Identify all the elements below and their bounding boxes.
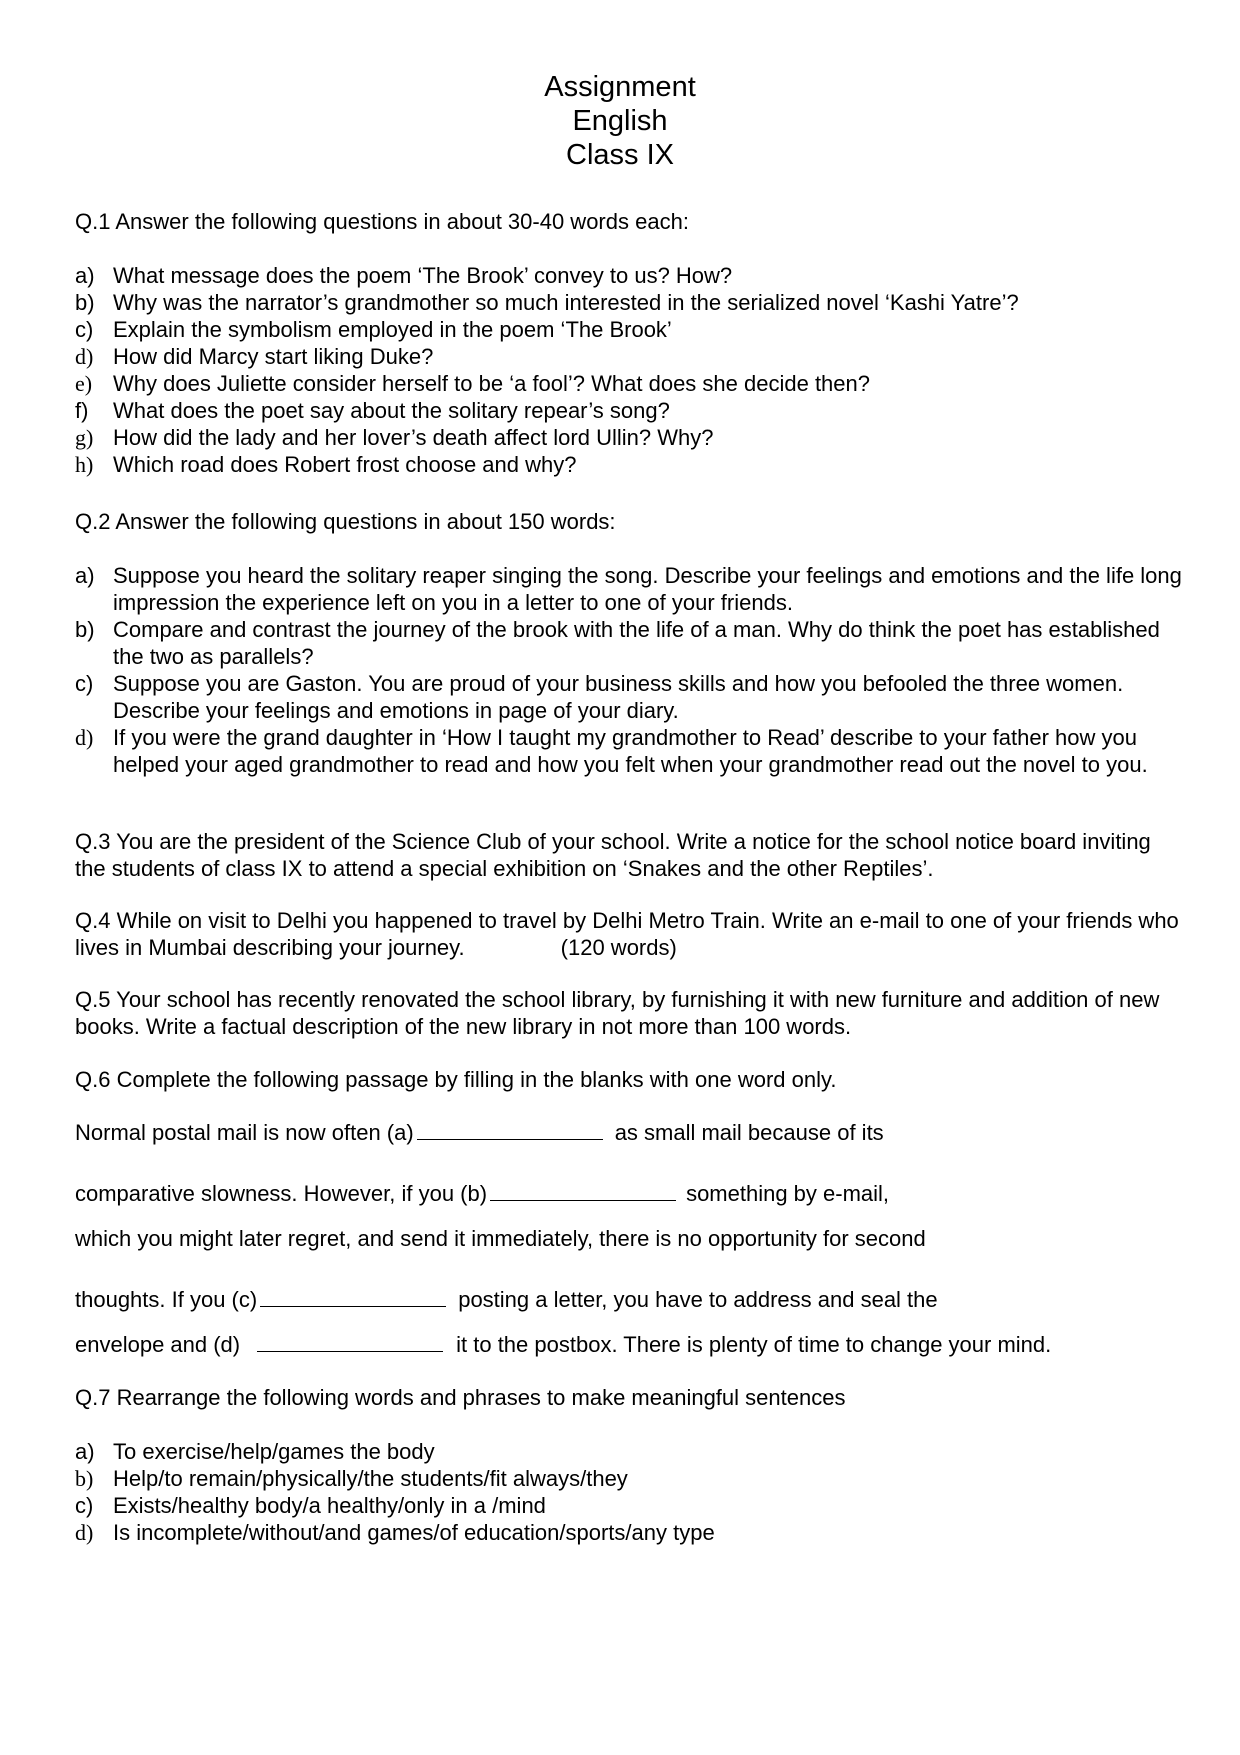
item-text: Why does Juliette consider herself to be ‘a fool’? What does she decide then? [113, 371, 871, 396]
q2-heading: Q.2 Answer the following questions in about 150 words: [75, 509, 616, 534]
list-item [75, 343, 1185, 370]
q4-word-limit: (120 words) [560, 935, 677, 960]
list-item [75, 316, 1185, 343]
item-text: Is incomplete/without/and games/of education/sports/any type [113, 1520, 715, 1545]
item-text: If you were the grand daughter in ‘How I taught my grandmother to Read’ describe to your father how you helped your aged grandmother to read and how you felt when your grandmother read out the novel to you. [113, 725, 1148, 777]
q6-heading: Q.6 Complete the following passage by filling in the blanks with one word only. [75, 1067, 837, 1092]
item-text: What message does the poem ‘The Brook’ convey to us? How? [113, 263, 733, 288]
list-item [75, 670, 1185, 724]
q1-heading: Q.1 Answer the following questions in about 30-40 words each: [75, 209, 689, 234]
q7-heading: Q.7 Rearrange the following words and phrases to make meaningful sentences [75, 1385, 846, 1410]
item-marker: e) [75, 371, 93, 396]
q3-text: Q.3 You are the president of the Science Club of your school. Write a notice for the school notice board inviting the students of class IX to attend a special exhibition on ‘Snakes and the other Reptiles’. [75, 829, 1151, 881]
item-marker: g) [75, 425, 94, 450]
item-marker: a) [75, 263, 95, 288]
q2-list [75, 562, 1185, 778]
q6-line-4 [75, 1278, 938, 1313]
list-item [75, 451, 1185, 478]
item-text: Exists/healthy body/a healthy/only in a /mind [113, 1493, 546, 1518]
item-text: What does the poet say about the solitary repear’s song? [113, 398, 670, 423]
q5-text: Q.5 Your school has recently renovated the school library, by furnishing it with new furniture and addition of new books. Write a factual description of the new library in not more than 100 words. [75, 987, 1160, 1039]
item-text: Suppose you are Gaston. You are proud of your business skills and how you befooled the three women. Describe your feelings and emotions in page of your diary. [113, 671, 1124, 723]
item-marker: f) [75, 398, 89, 423]
item-marker: h) [75, 452, 94, 477]
item-marker: d) [75, 725, 94, 750]
blank-d[interactable] [257, 1341, 443, 1352]
list-item [75, 262, 1185, 289]
q6-line-1 [75, 1119, 884, 1146]
q6-line-2 [75, 1172, 889, 1207]
passage-text: comparative slowness. However, if you (b) [75, 1181, 488, 1206]
item-text: Which road does Robert frost choose and why? [113, 452, 577, 477]
q1-list [75, 262, 1185, 478]
item-text: Help/to remain/physically/the students/fit always/they [113, 1466, 628, 1491]
item-marker: c) [75, 317, 94, 342]
item-marker: b) [75, 617, 95, 642]
item-text: Why was the narrator’s grandmother so much interested in the serialized novel ‘Kashi Yatre’? [113, 290, 1019, 315]
item-text: How did Marcy start liking Duke? [113, 344, 434, 369]
q6-line-5 [75, 1331, 1051, 1358]
passage-text: thoughts. If you (c) [75, 1287, 258, 1312]
passage-text: it to the postbox. There is plenty of time to change your mind. [456, 1332, 1052, 1357]
passage-text: as small mail because of its [614, 1120, 884, 1145]
item-text: Compare and contrast the journey of the brook with the life of a man. Why do think the poet has established the two as parallels? [113, 617, 1160, 669]
item-marker: d) [75, 1520, 94, 1545]
q4-block [75, 907, 1185, 961]
item-text: Suppose you heard the solitary reaper singing the song. Describe your feelings and emotions and the life long impression the experience left on you in a letter to one of your friends. [113, 563, 1182, 615]
blank-c[interactable] [260, 1278, 446, 1307]
list-item [75, 616, 1185, 670]
passage-text: Normal postal mail is now often (a) [75, 1120, 414, 1145]
item-marker: a) [75, 563, 95, 588]
item-text: To exercise/help/games the body [113, 1439, 435, 1464]
list-item [75, 397, 1185, 424]
list-item [75, 562, 1185, 616]
list-item [75, 289, 1185, 316]
item-marker: c) [75, 1493, 94, 1518]
q4-text: Q.4 While on visit to Delhi you happened to travel by Delhi Metro Train. Write an e-mail to one of your friends who lives in Mumbai describing your journey. [75, 908, 1179, 960]
item-marker: b) [75, 290, 95, 315]
title-subject: English [572, 105, 668, 137]
q7-list [75, 1438, 1185, 1546]
passage-text: something by e-mail, [686, 1181, 890, 1206]
title-class: Class IX [566, 139, 674, 171]
item-marker: a) [75, 1439, 95, 1464]
title-assignment: Assignment [544, 71, 696, 103]
item-marker: c) [75, 671, 94, 696]
item-marker: b) [75, 1466, 94, 1491]
passage-text: posting a letter, you have to address and seal the [458, 1287, 938, 1312]
item-text: How did the lady and her lover’s death affect lord Ullin? Why? [113, 425, 714, 450]
item-marker: d) [75, 344, 94, 369]
list-item [75, 370, 1185, 397]
list-item [75, 1519, 1185, 1546]
item-text: Explain the symbolism employed in the poem ‘The Brook’ [113, 317, 672, 342]
blank-a[interactable] [417, 1121, 603, 1140]
list-item [75, 1492, 1185, 1519]
list-item [75, 1465, 1185, 1492]
list-item [75, 1438, 1185, 1465]
q6-line-3: which you might later regret, and send it immediately, there is no opportunity for second [75, 1226, 926, 1251]
passage-text: envelope and (d) [75, 1332, 241, 1357]
list-item [75, 724, 1185, 778]
list-item [75, 424, 1185, 451]
blank-b[interactable] [490, 1172, 676, 1201]
